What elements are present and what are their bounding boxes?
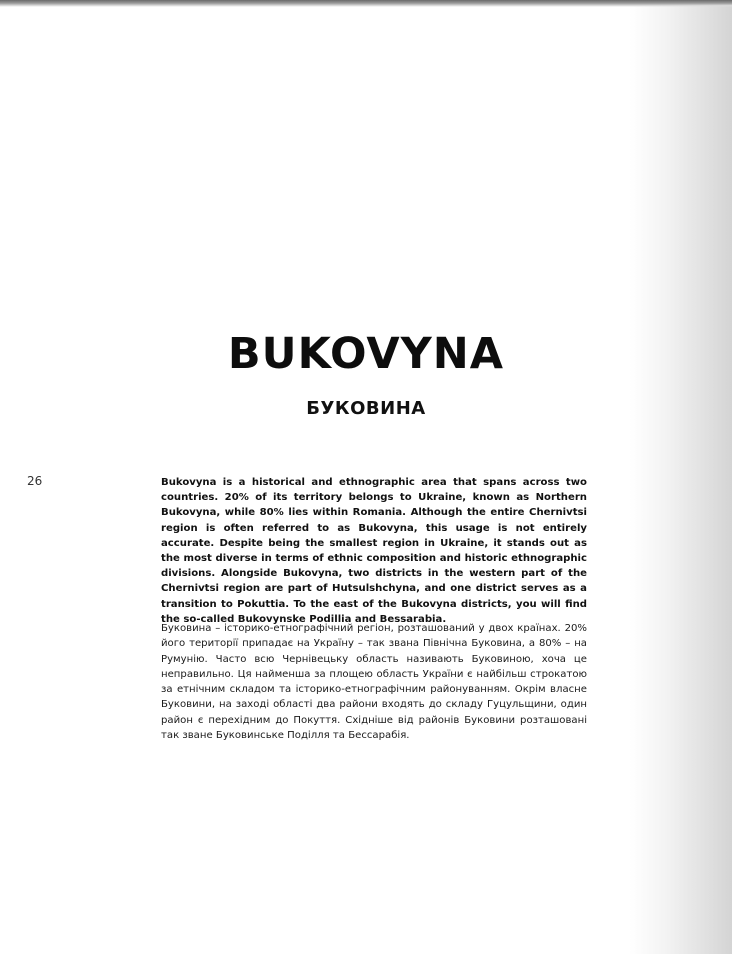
page-subtitle: БУКОВИНА <box>306 398 426 419</box>
body-text-english: Bukovyna is a historical and ethnographic area that spans across two countries. 20% of its territory belongs to Ukraine, known as Northern Bukovyna, while 80% lies within Romania. Although the entire Chernivtsi region is often referred to as Bukovyna, this usage is not entirely accurate. Despite being the smallest region in Ukraine, it stands out as the most diverse in terms of ethnic composition and historic ethnographic divisions. Alongside Bukovyna, two districts in the western part of the Chernivtsi region are part of Hutsulshchyna, and one district serves as a transition to Pokuttia. To the east of the Bukovyna districts, you will find the so-called Bukovynske Podillia and Bessarabia. <box>161 477 587 625</box>
page-title: BUKOVYNA <box>227 329 505 379</box>
body-text-ukrainian: Буковина – історико-етнографічний регіон, розташований у двох країнах. 20% його території припадає на Україну – так звана Північна Буковина, а 80% – на Румунію. Часто всю Чернівецьку область називають Буковиною, хоча це неправильно. Ця найменша за площею область України є найбільш строкатою за етнічним складом та історико-етнографічним районуванням. Окрім власне Буковини, на заході області два райони входять до складу Гуцульщини, один район є перехідним до Покуття. Східніше від районів Буковини розташовані так зване Буковинське Поділля та Бессарабія. <box>161 623 587 742</box>
page-top-edge <box>0 0 732 7</box>
page-number: 26 <box>27 474 43 488</box>
